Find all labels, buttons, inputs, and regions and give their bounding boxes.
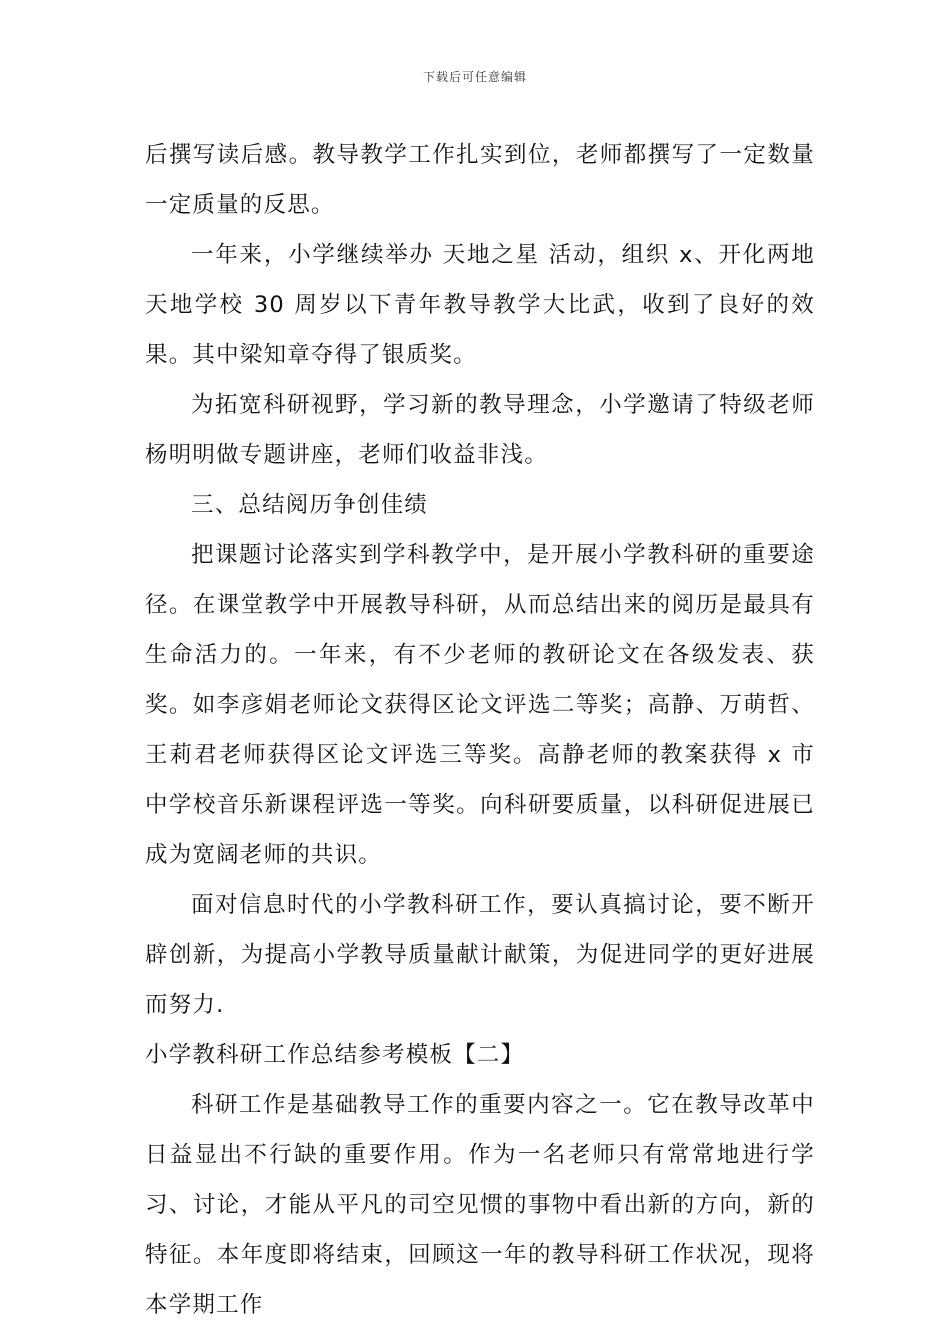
page-header: 下载后可任意编辑 [422, 70, 527, 84]
paragraph-continuation: 后撰写读后感。教导教学工作扎实到位，老师都撰写了一定数量一定质量的反思。 [145, 142, 815, 218]
paragraph-research-results: 把课题讨论落实到学科教学中，是开展小学教科研的重要途径。在课堂教学中开展教导科研，从而总结出来的阅历是最具有生命活力的。一年来，有不少老师的教研论文在各级发表、获奖。如李彦娟老师论文获得区论文评选二等奖；高静、万萌哲、王莉君老师获得区论文评选三等奖。高静老师的教案获得 x 市中学校音乐新课程评选一等奖。向科研要质量，以科研促进展已成为宽阔老师的共识。 [145, 542, 815, 868]
document-body [145, 130, 815, 1330]
template-heading: 小学教科研工作总结参考模板【二】 [145, 1042, 525, 1068]
paragraph-activities: 一年来，小学继续举办 天地之星 活动，组织 x、开化两地天地学校 30 周岁以下青年教导教学大比武，收到了良好的效果。其中梁知章夺得了银质奖。 [145, 242, 815, 368]
paragraph-conclusion: 面对信息时代的小学教科研工作，要认真搞讨论，要不断开辟创新，为提高小学教导质量献计献策，为促进同学的更好进展而努力. [145, 892, 815, 1018]
section-heading-three: 三、总结阅历争创佳绩 [191, 492, 429, 518]
paragraph-lecture: 为拓宽科研视野，学习新的教导理念，小学邀请了特级老师杨明明做专题讲座，老师们收益非浅。 [145, 392, 815, 468]
paragraph-template-two-intro: 科研工作是基础教导工作的重要内容之一。它在教导改革中日益显出不行缺的重要作用。作为一名老师只有常常地进行学习、讨论，才能从平凡的司空见惯的事物中看出新的方向，新的特征。本年度即将结束，回顾这一年的教导科研工作状况，现将本学期工作 [145, 1092, 815, 1318]
